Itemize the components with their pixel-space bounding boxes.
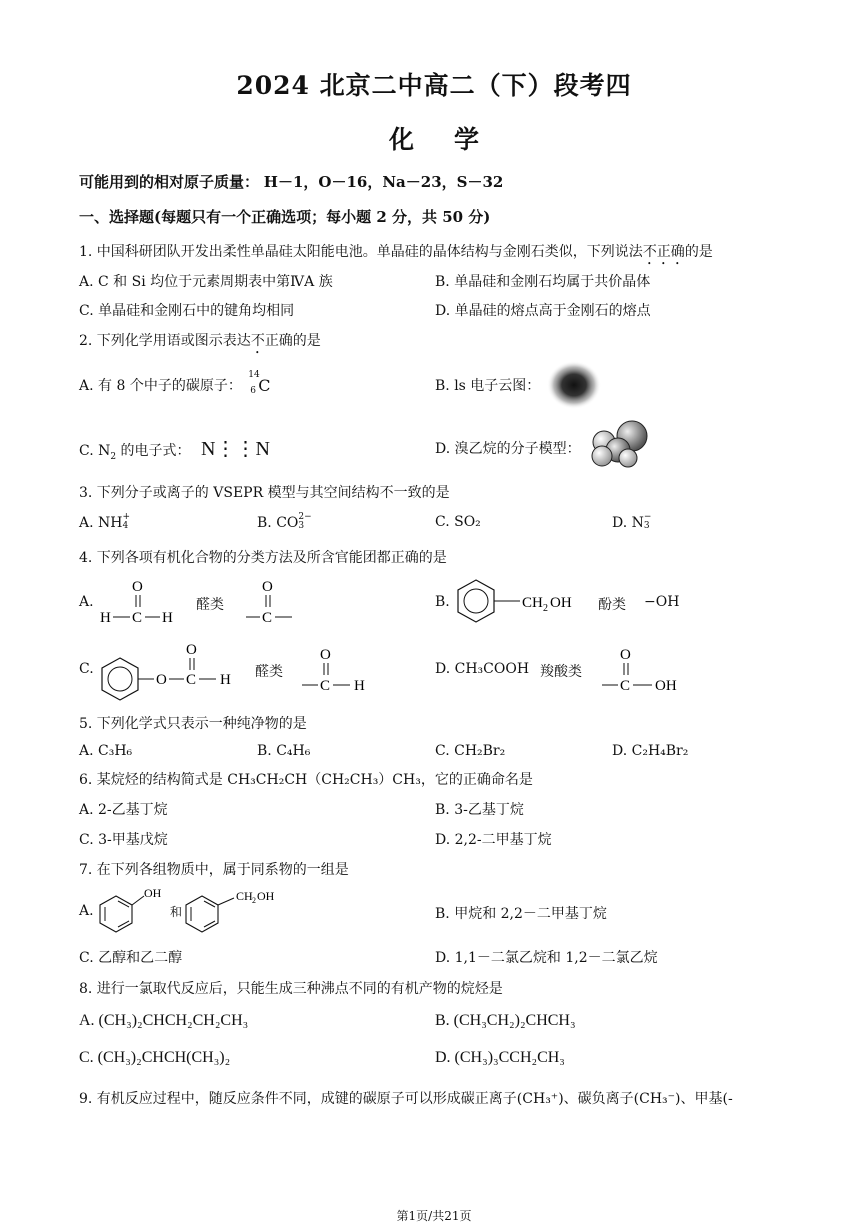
q3-a-sub: 4 (122, 521, 129, 531)
q7-and-text: 和 (170, 905, 183, 919)
question-3-stem: 3. 下列分子或离子的 VSEPR 模型与其空间结构不一致的是 (79, 485, 450, 501)
svg-text:H: H (220, 672, 231, 688)
phenyl-formate-structure (98, 640, 248, 702)
question-6-stem: 6. 某烷烃的结构简式是 CH₃CH₂CH（CH₂CH₃）CH₃，它的正确命名是 (79, 772, 533, 788)
q2-option-c-label-pre: C. N (79, 443, 111, 459)
svg-text:CH: CH (236, 889, 253, 903)
q4-option-d-class: 羧酸类 (540, 664, 582, 680)
q8-option-c: C. (CH₃)₂CHCH(CH₃)₂ (79, 1049, 231, 1066)
q4-option-a-class: 醛类 (196, 597, 224, 613)
svg-text:O: O (262, 579, 273, 595)
q1-stem-post: 的是 (684, 244, 713, 260)
element-symbol: C (258, 376, 271, 395)
q3-option-d (612, 514, 651, 532)
q1-option-a: A. C 和 Si 均位于元素周期表中第ⅣA 族 (79, 274, 333, 290)
svg-text:C: C (186, 672, 197, 688)
phenol-structure (98, 884, 162, 934)
1s-electron-cloud-image (546, 360, 602, 410)
question-4-stem: 4. 下列各项有机化合物的分类方法及所含官能团都正确的是 (79, 550, 447, 566)
atomic-mass-label: 可能用到的相对原子质量： (79, 173, 260, 191)
q4-option-b-class: 酚类 (598, 597, 626, 613)
bromoethane-model-image (588, 418, 652, 470)
q3-option-b (257, 514, 312, 532)
svg-text:2: 2 (252, 896, 256, 905)
q6-option-b: B. 3-乙基丁烷 (435, 802, 524, 818)
q4-option-a-label: A. (79, 594, 94, 610)
q2-stem-emphasis: 不 (250, 333, 265, 349)
question-5-stem: 5. 下列化学式只表示一种纯净物的是 (79, 716, 307, 732)
q5-option-b: B. C₄H₆ (257, 743, 311, 759)
q3-b-sub: 3 (298, 521, 305, 531)
svg-text:H: H (162, 610, 173, 626)
svg-text:O: O (620, 647, 631, 663)
q5-option-d: D. C₂H₄Br₂ (612, 743, 689, 759)
svg-text:CH: CH (522, 595, 543, 611)
q6-option-c: C. 3-甲基戊烷 (79, 832, 168, 848)
svg-text:O: O (156, 672, 167, 688)
formaldehyde-structure (98, 575, 178, 629)
q1-stem-pre: 1. 中国科研团队开发出柔性单晶硅太阳能电池。单晶硅的晶体结构与金刚石类似，下列说法 (79, 244, 643, 260)
q3-option-a (79, 514, 130, 532)
svg-text:OH: OH (257, 889, 275, 903)
atomic-mass-values: H－1，O－16，Na－23，S－32 (263, 173, 504, 191)
question-9-stem: 9. 有机反应过程中，随反应条件不同，成键的碳原子可以形成碳正离子(CH₃⁺)、碳负离子(CH₃⁻)、甲基(- (79, 1091, 733, 1107)
q6-option-a: A. 2-乙基丁烷 (79, 802, 168, 818)
q8-option-a: A. (CH₃)₂CHCH₂CH₂CH₃ (79, 1012, 249, 1029)
q2-option-c (79, 436, 270, 462)
svg-text:H: H (100, 610, 111, 626)
q1-stem-emphasis: 不正确 (642, 244, 685, 260)
q8-option-b: B. (CH₃CH₂)₂CHCH₃ (435, 1012, 576, 1029)
q3-d-text: D. N (612, 515, 644, 531)
svg-text:O: O (132, 579, 143, 595)
subject-title: 化学 (388, 125, 519, 154)
question-7-stem: 7. 在下列各组物质中，属于同系物的一组是 (79, 862, 349, 878)
question-2-stem (79, 330, 321, 357)
q2-option-a-label: A. 有 8 个中子的碳原子： (79, 378, 242, 394)
q2-option-c-label-post: 的电子式： (116, 443, 191, 459)
q3-b-sup: 2− (298, 512, 312, 522)
q2-option-a (79, 370, 272, 396)
q2-option-b-label: B. ls 电子云图： (435, 378, 541, 394)
q3-d-sub: 3 (643, 521, 650, 531)
svg-text:OH: OH (550, 595, 572, 611)
q3-a-sup: + (122, 512, 131, 522)
q4-option-b-group: −OH (644, 594, 680, 610)
svg-text:OH: OH (144, 886, 162, 900)
q2-option-c-label-sub: 2 (110, 451, 117, 462)
svg-text:2: 2 (543, 603, 548, 614)
q4-option-c-class: 醛类 (255, 664, 283, 680)
q6-option-d: D. 2,2-二甲基丁烷 (435, 832, 552, 848)
q5-option-c: C. CH₂Br₂ (435, 743, 506, 759)
q3-a-text: A. NH (79, 515, 123, 531)
svg-text:C: C (132, 610, 143, 626)
q1-option-d: D. 单晶硅的熔点高于金刚石的熔点 (435, 303, 651, 319)
aldehyde-group-structure (300, 643, 380, 699)
carbonyl-group-structure (244, 575, 300, 629)
q4-option-b-label: B. (435, 594, 450, 610)
q5-option-a: A. C₃H₆ (79, 743, 133, 759)
q2-option-d (435, 438, 581, 458)
svg-text:O: O (320, 647, 331, 663)
question-1-stem (79, 241, 713, 268)
q1-option-b: B. 单晶硅和金刚石均属于共价晶体 (435, 274, 651, 290)
svg-text:C: C (320, 678, 331, 694)
svg-text:C: C (620, 678, 631, 694)
question-8-stem: 8. 进行一氯取代反应后，只能生成三种沸点不同的有机产物的烷烃是 (79, 981, 503, 997)
q3-option-c: C. SO₂ (435, 514, 481, 530)
q4-option-c-label: C. (79, 661, 94, 677)
q3-b-text: B. CO (257, 515, 299, 531)
q8-option-d: D. (CH₃)₃CCH₂CH₃ (435, 1049, 565, 1066)
q7-option-a-label: A. (79, 903, 94, 919)
q7-option-b: B. 甲烷和 2,2－二甲基丁烷 (435, 906, 607, 922)
mass-number: 14 (248, 370, 260, 380)
svg-text:OH: OH (655, 678, 677, 694)
page-title: 2024 北京二中高二（下）段考四 (236, 71, 632, 100)
q2-option-b (435, 375, 540, 395)
q4-option-d-label: D. CH₃COOH (435, 661, 530, 677)
q2-option-d-label: D. 溴乙烷的分子模型： (435, 441, 581, 457)
section-heading: 一、选择题(每题只有一个正确选项；每小题 2 分，共 50 分) (79, 208, 491, 226)
q2-stem-pre: 2. 下列化学用语或图示表达 (79, 333, 251, 349)
carbon-14-nuclide (246, 370, 272, 396)
benzyl-alcohol-small-structure (184, 884, 294, 934)
n2-electron-formula: N⋮⋮N (201, 438, 270, 460)
q7-option-d: D. 1,1－二氯乙烷和 1,2－二氯乙烷 (435, 950, 658, 966)
benzyl-alcohol-structure (454, 578, 584, 624)
q7-option-c: C. 乙醇和乙二醇 (79, 950, 183, 966)
q1-option-c: C. 单晶硅和金刚石中的键角均相同 (79, 303, 295, 319)
atomic-number: 6 (250, 386, 257, 396)
q3-d-sup: − (643, 512, 652, 522)
svg-text:O: O (186, 642, 197, 658)
carboxyl-group-structure (600, 643, 700, 699)
q2-stem-post: 正确的是 (264, 333, 321, 349)
atomic-mass-line (79, 171, 503, 192)
page-number: 第1页/共21页 (396, 1209, 472, 1223)
svg-text:C: C (262, 610, 273, 626)
svg-text:H: H (354, 678, 365, 694)
